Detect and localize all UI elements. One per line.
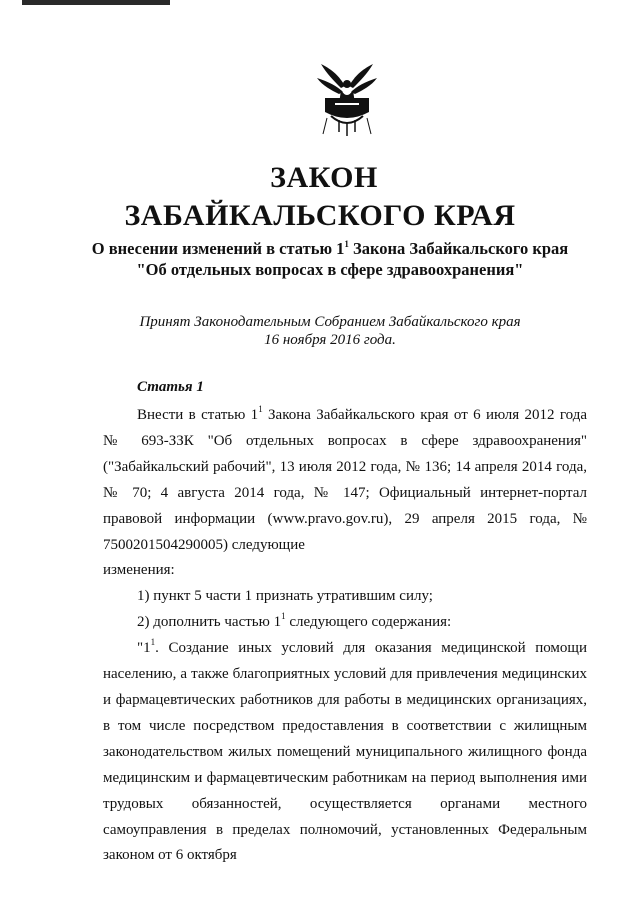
article-item-1: 1) пункт 5 части 1 признать утратившим силу; xyxy=(137,588,433,605)
article-intro-tail: изменения: xyxy=(103,562,175,579)
article-item-2: 2) дополнить частью $1^1$ следующего содержания: xyxy=(137,611,452,631)
document-type-title: ЗАКОН xyxy=(270,161,378,194)
adoption-body: Принят Законодательным Собранием Забайкальского края xyxy=(139,314,521,330)
adoption-date: 16 ноября 2016 года. xyxy=(264,332,396,348)
law-subject-line2: "Об отдельных вопросах в сфере здравоохранения" xyxy=(136,260,524,279)
article-quoted-text: "$1^1$. Создание иных условий для оказания медицинской помощи населению, а также благоприятных условий для привлечения медицинских и фармацевтических работников для работы в медицинских организациях, в том числе посредством предоставления в соответствии с жилищным законодательством жилых помещений муниципального жилищного фонда медицинским и фармацевтическим работникам на период выполнения ими трудовых обязанностей, осуществляется органами местного самоуправления в пределах полномочий, установленных Федеральным законом от 6 октября xyxy=(103,637,587,864)
law-subject xyxy=(60,238,600,280)
scan-edge-mark xyxy=(22,0,170,5)
article-heading: Статья 1 xyxy=(137,379,204,395)
adoption-note xyxy=(60,313,600,349)
article-body xyxy=(103,403,587,869)
document-region-title: ЗАБАЙКАЛЬСКОГО КРАЯ xyxy=(124,199,516,232)
article-intro: Внести в статью $1^1$ Закона Забайкальского края от 6 июля 2012 года № 693-ЗЗК "Об отдельных вопросах в сфере здравоохранения" ("Забайкальский рабочий", 13 июля 2012 года, № 136; 14 апреля 2014 года, № 70; 4 августа 2014 года, № 147; Официальный интернет-портал правовой информации (www.pravo.gov.ru), 29 апреля 2015 года, № 7500201504290005) следующие xyxy=(103,404,587,553)
law-subject-line1: О внесении изменений в статью $1^1$ Закона Забайкальского края xyxy=(91,238,569,258)
coat-of-arms-icon xyxy=(315,60,379,138)
